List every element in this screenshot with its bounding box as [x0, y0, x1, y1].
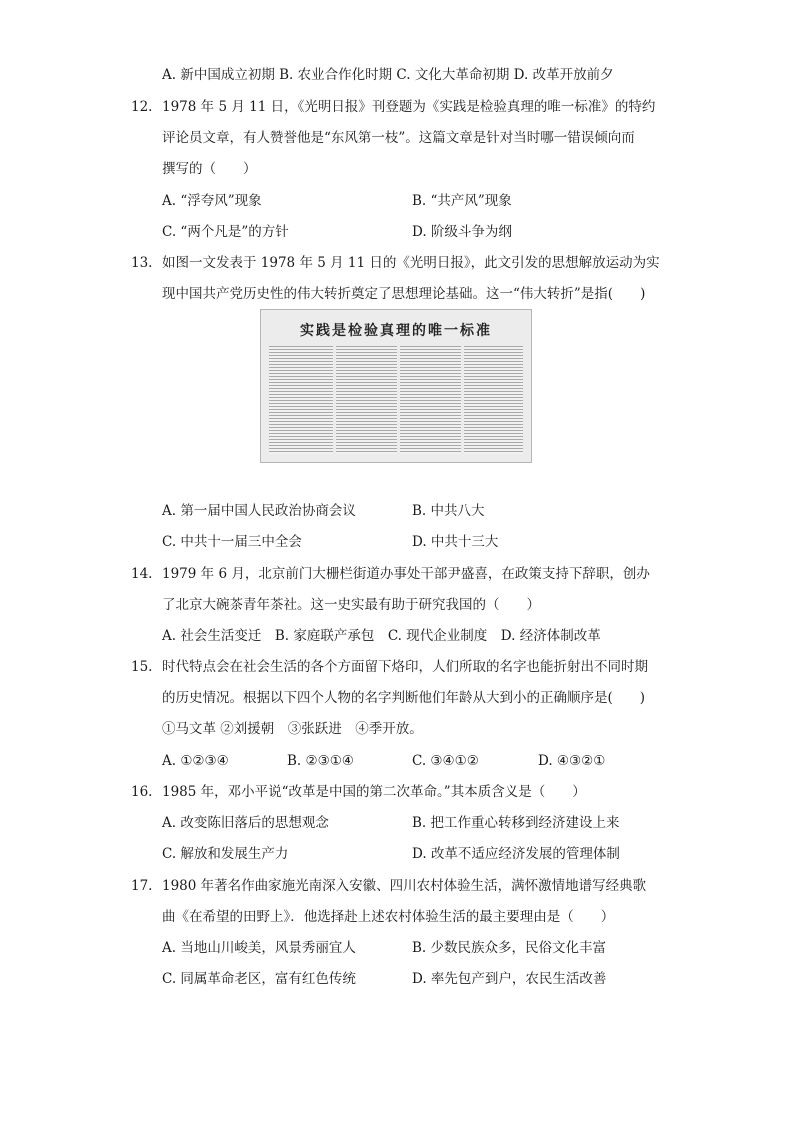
q12-stem-line-2: 评论员文章，有人赞誉他是“东风第一枝”。这篇文章是针对当时哪一错误倾向而 [162, 130, 635, 146]
q16-option-c[interactable]: C. 解放和发展生产力 [162, 846, 289, 862]
q16-option-a[interactable]: A. 改变陈旧落后的思想观念 [162, 815, 329, 831]
q12-option-b[interactable]: B. “共产风”现象 [412, 193, 512, 209]
q14-stem-line-1: 1979 年 6 月，北京前门大栅栏街道办事处干部尹盛喜，在政策支持下辞职，创办 [162, 566, 650, 582]
q14-number: 14. [131, 566, 153, 582]
q16-option-d[interactable]: D. 改革不适应经济发展的管理体制 [412, 846, 620, 862]
q13-stem-line-2: 现中国共产党历史性的伟大转折奠定了思想理论基础。这一“伟大转折”是指( ) [162, 286, 646, 302]
q14-stem-line-2: 了北京大碗茶青年茶社。这一史实最有助于研究我国的（ ） [162, 597, 540, 613]
q12-stem-line-3: 撰写的（ ） [162, 161, 257, 177]
q12-stem-line-1: 1978 年 5 月 11 日，《光明日报》刊登题为《实践是检验真理的唯一标准》的特约 [162, 99, 656, 115]
newspaper-headline: 实践是检验真理的唯一标准 [300, 323, 492, 339]
q17-stem-line-2: 曲《在希望的田野上》．他选择赴上述农村体验生活的最主要理由是（ ） [162, 909, 615, 925]
q15-option-a[interactable]: A. ①②③④ [162, 753, 229, 769]
q13-option-a[interactable]: A. 第一届中国人民政治协商会议 [162, 503, 356, 519]
q17-option-c[interactable]: C. 同属革命老区，富有红色传统 [162, 971, 356, 987]
q15-stem-line-1: 时代特点会在社会生活的各个方面留下烙印，人们所取的名字也能折射出不同时期 [162, 659, 648, 675]
q15-stem-line-2: 的历史情况。根据以下四个人物的名字判断他们年龄从大到小的正确顺序是( ) [162, 690, 646, 706]
q12-number: 12. [131, 99, 153, 115]
q14-options[interactable]: A. 社会生活变迁 B. 家庭联产承包 C. 现代企业制度 D. 经济体制改革 [162, 628, 601, 644]
q16-stem-line-1: 1985 年，邓小平说“改革是中国的第二次革命。”其本质含义是（ ） [162, 784, 586, 800]
q15-option-d[interactable]: D. ④③②① [538, 753, 606, 769]
newspaper-image [260, 309, 532, 463]
q15-number: 15. [131, 659, 153, 675]
column-gutter [397, 346, 400, 454]
column-gutter [333, 346, 336, 454]
q17-number: 17. [131, 878, 153, 894]
q12-option-d[interactable]: D. 阶级斗争为纲 [412, 224, 512, 240]
q12-option-a[interactable]: A. “浮夸风”现象 [162, 193, 262, 209]
q13-number: 13. [131, 255, 153, 271]
q15-stem-line-3: ①马文革 ②刘援朝 ③张跃进 ④季开放。 [162, 721, 423, 737]
q16-number: 16. [131, 784, 153, 800]
q15-option-b[interactable]: B. ②③①④ [287, 753, 354, 769]
q16-option-b[interactable]: B. 把工作重心转移到经济建设上来 [412, 815, 620, 831]
q13-option-d[interactable]: D. 中共十三大 [412, 534, 499, 550]
column-gutter [461, 346, 464, 454]
q15-option-c[interactable]: C. ③④①② [412, 753, 479, 769]
q13-option-b[interactable]: B. 中共八大 [412, 503, 485, 519]
q17-option-a[interactable]: A. 当地山川峻美，风景秀丽宜人 [162, 940, 356, 956]
q17-option-d[interactable]: D. 率先包产到户，农民生活改善 [412, 971, 607, 987]
q11-options: A. 新中国成立初期 B. 农业合作化时期 C. 文化大革命初期 D. 改革开放前夕 [162, 67, 614, 83]
q13-option-c[interactable]: C. 中共十一届三中全会 [162, 534, 302, 550]
q17-stem-line-1: 1980 年著名作曲家施光南深入安徽、四川农村体验生活，满怀激情地谱写经典歌 [162, 878, 647, 894]
q12-option-c[interactable]: C. “两个凡是”的方针 [162, 224, 289, 240]
q17-option-b[interactable]: B. 少数民族众多，民俗文化丰富 [412, 940, 607, 956]
newspaper-text-columns [269, 346, 523, 454]
q13-stem-line-1: 如图一文发表于 1978 年 5 月 11 日的《光明日报》，此文引发的思想解放运动为实 [162, 255, 660, 271]
